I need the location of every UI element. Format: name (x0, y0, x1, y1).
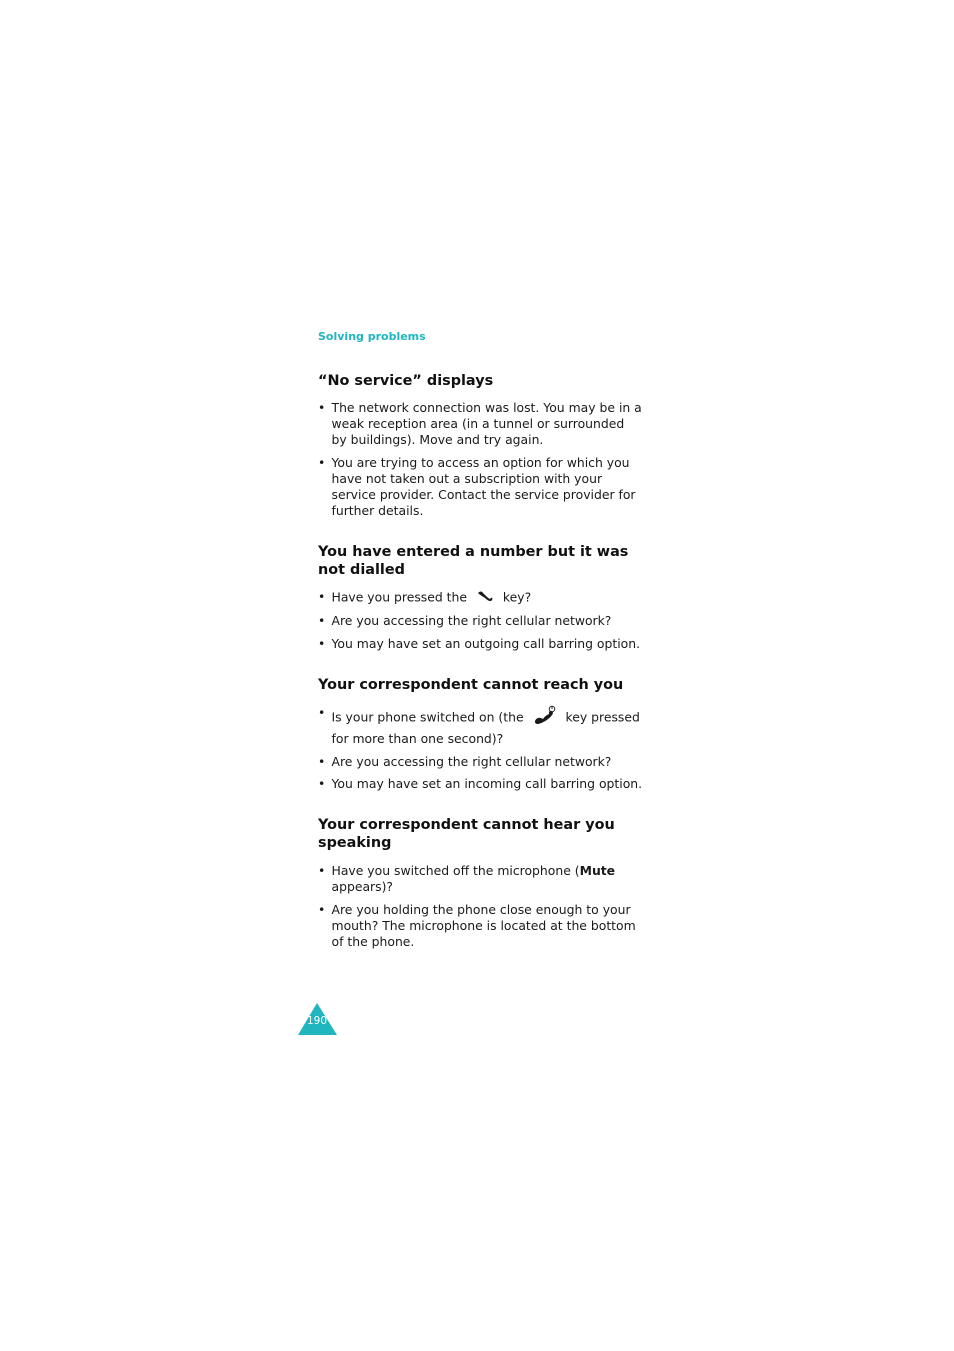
page-number-badge (297, 1002, 339, 1036)
heading-not-dialled: You have entered a number but it was not dialled (318, 543, 629, 578)
list-item (318, 589, 643, 607)
list-item: • The network connection was lost. You may be in a weak reception area (in a tunnel or surrounded by buildings). Move and try again. (318, 400, 643, 448)
heading-cannot-reach: Your correspondent cannot reach you (318, 677, 624, 694)
item-text: key? (502, 589, 532, 605)
list-not-dialled (318, 589, 643, 652)
heading-cannot-hear: Your correspondent cannot hear you speaking (318, 817, 615, 852)
list-item: • Are you accessing the right cellular network? (318, 613, 643, 629)
mute-label: Mute (579, 863, 616, 879)
list-cannot-hear (318, 863, 643, 950)
page-number: 190 (306, 1015, 328, 1027)
send-key-icon (475, 589, 495, 607)
item-text: Is your phone switched on (the (331, 709, 524, 725)
power-end-key-icon (532, 705, 558, 731)
list-item: • Are you accessing the right cellular network? (318, 754, 643, 770)
item-text: key pressed for more than one second)? (331, 709, 640, 747)
item-text: Have you switched off the microphone ( (331, 863, 580, 879)
item-text: appears)? (331, 879, 393, 895)
list-item: • You are trying to access an option for which you have not taken out a subscription with your service provider. Contact the service provider for further details. (318, 455, 643, 519)
list-item (318, 705, 643, 747)
list-item: • You may have set an outgoing call barring option. (318, 636, 643, 652)
list-item: • Are you holding the phone close enough to your mouth? The microphone is located at the bottom of the phone. (318, 902, 643, 950)
list-item: • You may have set an incoming call barring option. (318, 776, 643, 792)
heading-no-service: “No service” displays (318, 373, 494, 389)
list-item (318, 863, 643, 895)
list-cannot-reach (318, 705, 643, 792)
page-content (318, 329, 643, 957)
list-no-service (318, 400, 643, 519)
item-text: Have you pressed the (331, 589, 467, 605)
running-header: Solving problems (318, 330, 426, 343)
